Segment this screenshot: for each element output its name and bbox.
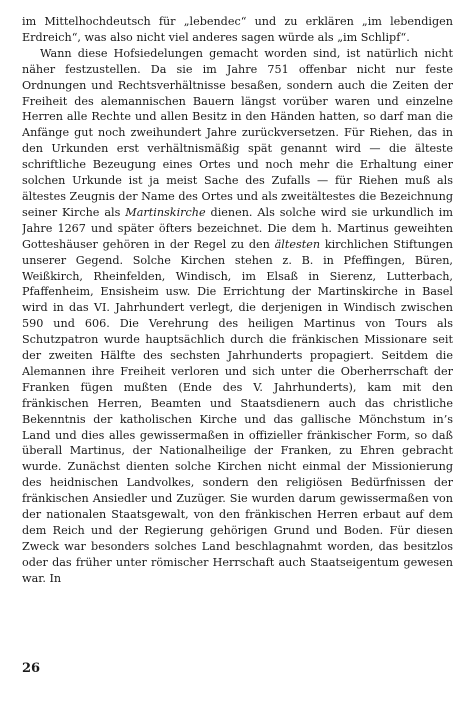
text-segment: Wann diese Hofsiedelungen gemacht worden sind, ist natürlich nicht näher festzustellen. Da sie im Jahre 751 offenbar nicht nur feste Ordnungen und Rechtsverhältnisse besaßen, sondern auch die Zeiten der Freiheit des alemannischen Bauern längst vorüber waren und einzelne Herren alle Rechte und allen Besitz in den Händen hatten, so darf man die Anfänge gut noch zweihundert Jahre zurückversetzen. Für Riehen, das in den Urkunden erst verhältnismäßig spät genannt wird — die älteste schriftliche Bezeugung eines Ortes und noch mehr die Erhaltung einer solchen Urkunde ist ja meist Sache des Zufalls — für Riehen muß als ältestes Zeugnis der Name des Ortes und als zweitältestes die Bezeichnung seiner Kirche als — [22, 46, 453, 219]
text-segment: im Mittelhochdeutsch für „lebendec“ und zu erklären „im lebendigen Erdreich“, was also nicht viel anderes sagen würde als „im Schlipf“. — [22, 15, 453, 44]
paragraph — [22, 14, 453, 46]
text-segment: dienen. Als solche wird sie urkundlich im Jahre 1267 und später öfters bezeichnet. Die dem h. Martinus geweihten Gotteshäuser gehören in der Regel zu den — [22, 205, 453, 251]
page-number: 26 — [22, 661, 41, 676]
emphasized-text: Martinskirche — [125, 205, 206, 219]
body-text — [22, 14, 453, 587]
document-page — [22, 14, 453, 704]
emphasized-text: ältesten — [274, 237, 321, 251]
paragraph — [22, 46, 453, 587]
text-segment: kirchlichen Stiftungen unserer Gegend. Solche Kirchen stehen z. B. in Pfeffingen, Büren, Weißkirch, Rheinfelden, Windisch, im Elsaß in Sierenz, Lutterbach, Pfaffenheim, Ensisheim usw. Die Errichtung der Martinskirche in Basel wird in das VI. Jahrhundert verlegt, die derjenigen in Windisch zwischen 590 und 606. Die Verehrung des heiligen Martinus von Tours als Schutzpatron wurde hauptsächlich durch die fränkischen Missionare seit der zweiten Hälfte des sechsten Jahrhunderts propagiert. Seitdem die Alemannen ihre Freiheit verloren und sich unter die Oberherrschaft der Franken fügen mußten (Ende des V. Jahrhunderts), kam mit den fränkischen Herren, Beamten und Staatsdienern auch das christliche Bekenntnis der katholischen Kirche und das gallische Mönchstum in’s Land und dies alles gewissermaßen in offizieller fränkischer Form, so daß überall Martinus, der Nationalheilige der Franken, zu Ehren gebracht wurde. Zunächst dienten solche Kirchen nicht einmal der Missionierung des heidnischen Landvolkes, sondern den religiösen Bedürfnissen der fränkischen Ansiedler und Zuzüger. Sie wurden darum gewissermaßen von der nationalen Staatsgewalt, von den fränkischen Herren erbaut auf dem dem Reich und der Regierung gehörigen Grund und Boden. Für diesen Zweck war besonders solches Land beschlagnahmt worden, das besitzlos oder das früher unter römischer Herrschaft auch Staatseigentum gewesen war. In — [22, 237, 453, 585]
